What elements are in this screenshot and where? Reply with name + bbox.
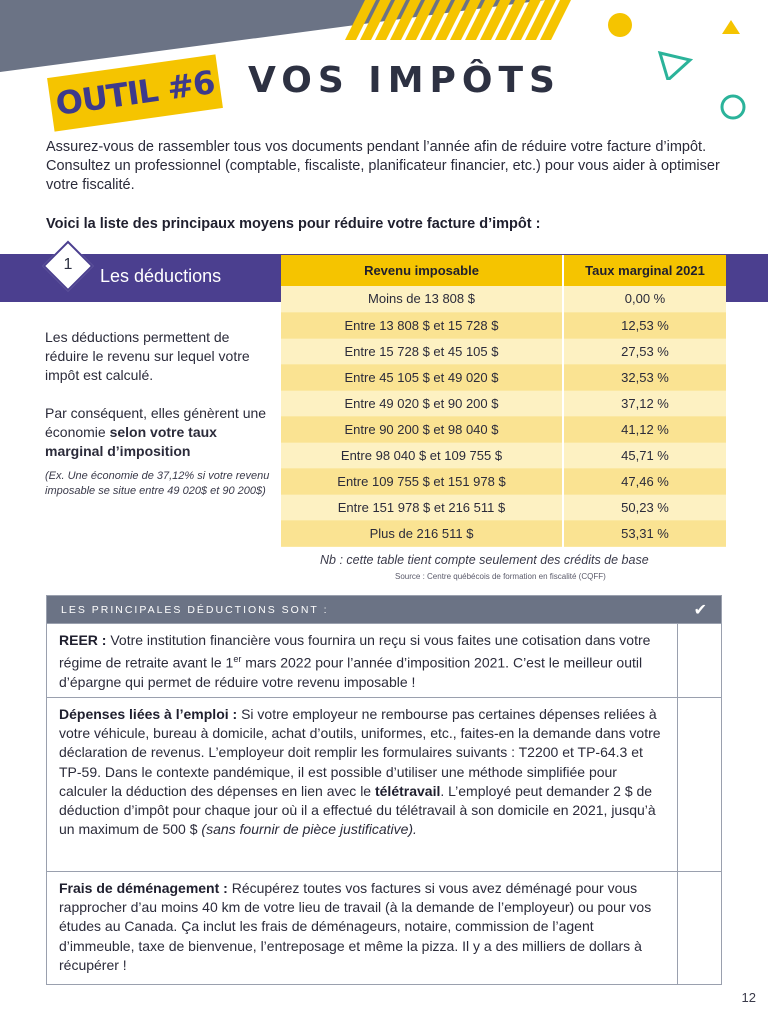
rate-cell: 45,71 %: [563, 442, 726, 468]
deductions-explanation: [45, 328, 270, 480]
table-row: [281, 416, 726, 442]
deductions-emphasis: selon votre taux marginal d’imposition: [45, 424, 217, 459]
income-cell: Moins de 13 808 $: [281, 286, 563, 312]
item-label: Frais de déménagement :: [59, 880, 228, 896]
income-cell: Entre 13 808 $ et 15 728 $: [281, 312, 563, 338]
yellow-circle-shape: [608, 13, 632, 37]
rate-cell: 41,12 %: [563, 416, 726, 442]
checklist-item-depenses: [47, 697, 721, 871]
section-title: Les déductions: [100, 266, 222, 286]
income-cell: Plus de 216 511 $: [281, 520, 563, 546]
table-note: Nb : cette table tient compte seulement des crédits de base: [320, 553, 649, 567]
item-emphasis: télétravail: [374, 782, 441, 799]
tax-rate-table: [281, 255, 726, 547]
checklist-item-demenagement: [47, 871, 721, 984]
item-text: . L’employé peut demander 2 $ de déduction d’impôt pour chaque jour où il a effectué du télétravail à son domicile en 2021, jusqu’à un maximum de 500 $: [59, 782, 656, 838]
intro-paragraph: Assurez-vous de rassembler tous vos documents pendant l’année afin de réduire votre facture d’impôt. Consultez un professionnel (comptable, fiscaliste, planificateur financier, etc.) pour vous aider à optimiser votre fiscalité.: [46, 139, 720, 193]
teal-triangle-shape: [660, 53, 690, 80]
item-label: Dépenses liées à l’emploi :: [59, 706, 238, 722]
income-cell: Entre 45 105 $ et 49 020 $: [281, 364, 563, 390]
column-header-income: Revenu imposable: [281, 255, 563, 286]
deductions-paragraph-1: Les déductions permettent de réduire le revenu sur lequel votre impôt est calculé.: [45, 329, 250, 383]
table-source: Source : Centre québécois de formation en fiscalité (CQFF): [395, 572, 606, 581]
item-text: Récupérez toutes vos factures si vous avez déménagé pour vous rapprocher d’au moins 40 km de votre lieu de travail (à la demande de l’employeur) ou pour vos études au Canada. Ça inclut les frais de déménageurs, notaire, commission de l’agent d’immeuble, taxe de bienvenue, l’entreposage et même la pizza. Il y a des milliers de dollars à récupérer !: [59, 880, 652, 973]
table-row: [281, 520, 726, 546]
rate-cell: 32,53 %: [563, 364, 726, 390]
yellow-small-triangle-shape: [722, 20, 740, 34]
income-cell: Entre 90 200 $ et 98 040 $: [281, 416, 563, 442]
table-header-row: [281, 255, 726, 286]
rate-cell: 47,46 %: [563, 468, 726, 494]
lead-sentence: Voici la liste des principaux moyens pour réduire votre facture d’impôt :: [46, 216, 541, 232]
table-row: [281, 286, 726, 312]
teal-circle-shape: [718, 92, 748, 122]
tool-badge-label: OUTIL #6: [53, 63, 217, 123]
table-row: [281, 312, 726, 338]
table-row: [281, 338, 726, 364]
table-row: [281, 364, 726, 390]
rate-cell: 12,53 %: [563, 312, 726, 338]
rate-cell: 27,53 %: [563, 338, 726, 364]
item-text: Votre institution financière vous fournira un reçu si vous faites une cotisation dans votre régime de retraite avant le 1: [59, 632, 651, 671]
item-label: REER :: [59, 632, 107, 648]
rate-cell: 53,31 %: [563, 520, 726, 546]
rate-cell: 50,23 %: [563, 494, 726, 520]
income-cell: Entre 49 020 $ et 90 200 $: [281, 390, 563, 416]
yellow-stripes-shape: [345, 0, 571, 40]
table-row: [281, 442, 726, 468]
deductions-text: Par conséquent, elles génèrent une économie: [45, 405, 267, 440]
checkbox-cell[interactable]: [677, 872, 721, 984]
income-cell: Entre 98 040 $ et 109 755 $: [281, 442, 563, 468]
checklist-heading: [47, 596, 721, 623]
deductions-checklist: [46, 595, 722, 985]
income-cell: Entre 15 728 $ et 45 105 $: [281, 338, 563, 364]
table-row: [281, 494, 726, 520]
deductions-paragraph-2: [45, 404, 270, 461]
checkbox-cell[interactable]: [677, 698, 721, 871]
deductions-example: (Ex. Une économie de 37,12% si votre revenu imposable se situe entre 49 020$ et 90 200$): [45, 470, 270, 497]
checklist-heading-label: LES PRINCIPALES DÉDUCTIONS SONT :: [61, 603, 329, 616]
page-title: VOS IMPÔTS: [248, 60, 561, 101]
table-row: [281, 468, 726, 494]
rate-cell: 37,12 %: [563, 390, 726, 416]
item-italic: (sans fournir de pièce justificative).: [201, 821, 417, 838]
page-number: 12: [741, 990, 756, 1005]
check-icon: ✔: [693, 602, 709, 619]
income-cell: Entre 109 755 $ et 151 978 $: [281, 468, 563, 494]
checkbox-cell[interactable]: [677, 624, 721, 697]
checklist-item-reer: [47, 623, 721, 697]
rate-cell: 0,00 %: [563, 286, 726, 312]
income-cell: Entre 151 978 $ et 216 511 $: [281, 494, 563, 520]
item-superscript: er: [233, 654, 242, 665]
section-number: 1: [63, 256, 73, 273]
table-row: [281, 390, 726, 416]
column-header-rate: Taux marginal 2021: [563, 255, 726, 286]
item-text: Si votre employeur ne rembourse pas certaines dépenses reliées à votre véhicule, bureau à domicile, achat d’outils, uniformes, etc., faites-en la demande dans votre déclaration de revenus. L’employeur doit remplir les formulaires suivants : T2200 et TP-64.3 et TP-59. Dans le contexte pandémique, il est possible d’utiliser une méthode simplifiée pour calculer la déduction des dépenses en lien avec le: [59, 706, 661, 799]
item-text: mars 2022 pour l’année d’imposition 2021. C’est le meilleur outil d’épargne qui permet de réduire votre revenu imposable !: [59, 654, 643, 691]
